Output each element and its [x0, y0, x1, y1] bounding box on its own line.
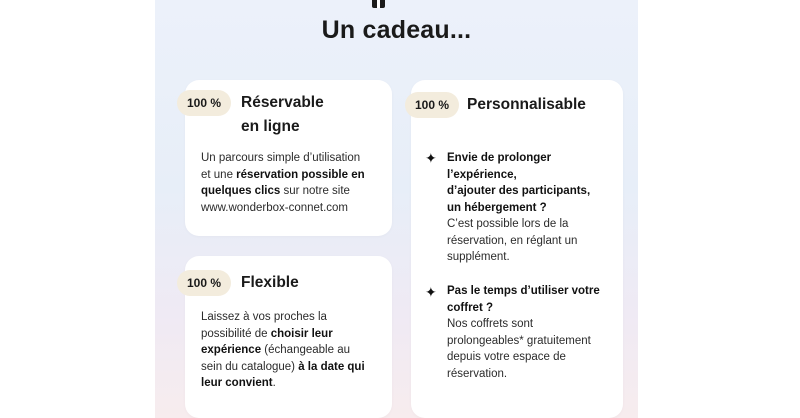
sparkle-icon: ✦: [425, 150, 437, 166]
page-title: Un cadeau...: [321, 16, 472, 44]
card-title: Flexible: [241, 274, 299, 291]
percent-badge: 100 %: [177, 90, 231, 116]
feature-item: Envie de prolonger l’expérience, d’ajouter des participants, un hébergement ? C’est possible lors de la réservation, en réglant un supplément.: [447, 152, 591, 263]
percent-badge: 100 %: [405, 92, 459, 118]
feature-item: Pas le temps d’utiliser votre coffret ? Nos coffrets sont prolongeables* gratuitement depuis votre espace de réservation.: [447, 285, 600, 380]
sparkle-icon: ✦: [425, 284, 437, 300]
card-reservable: [185, 80, 392, 236]
card-flexible: [185, 256, 392, 418]
card-personnalisable: [411, 80, 623, 418]
card-description: Un parcours simple d’utilisation et une réservation possible en quelques clics sur notre site www.wonderbox-connet.com: [201, 150, 387, 216]
card-title: Personnalisable: [467, 96, 586, 113]
gift-icon: [372, 0, 385, 8]
card-title: Réservable en ligne: [241, 94, 324, 135]
promo-panel: [155, 0, 638, 418]
site-link[interactable]: www.wonderbox-connet.com: [201, 201, 349, 214]
percent-badge: 100 %: [177, 270, 231, 296]
card-description: Laissez à vos proches la possibilité de choisir leur expérience (échangeable au sein du catalogue) à la date qui leur convient.: [201, 311, 365, 389]
